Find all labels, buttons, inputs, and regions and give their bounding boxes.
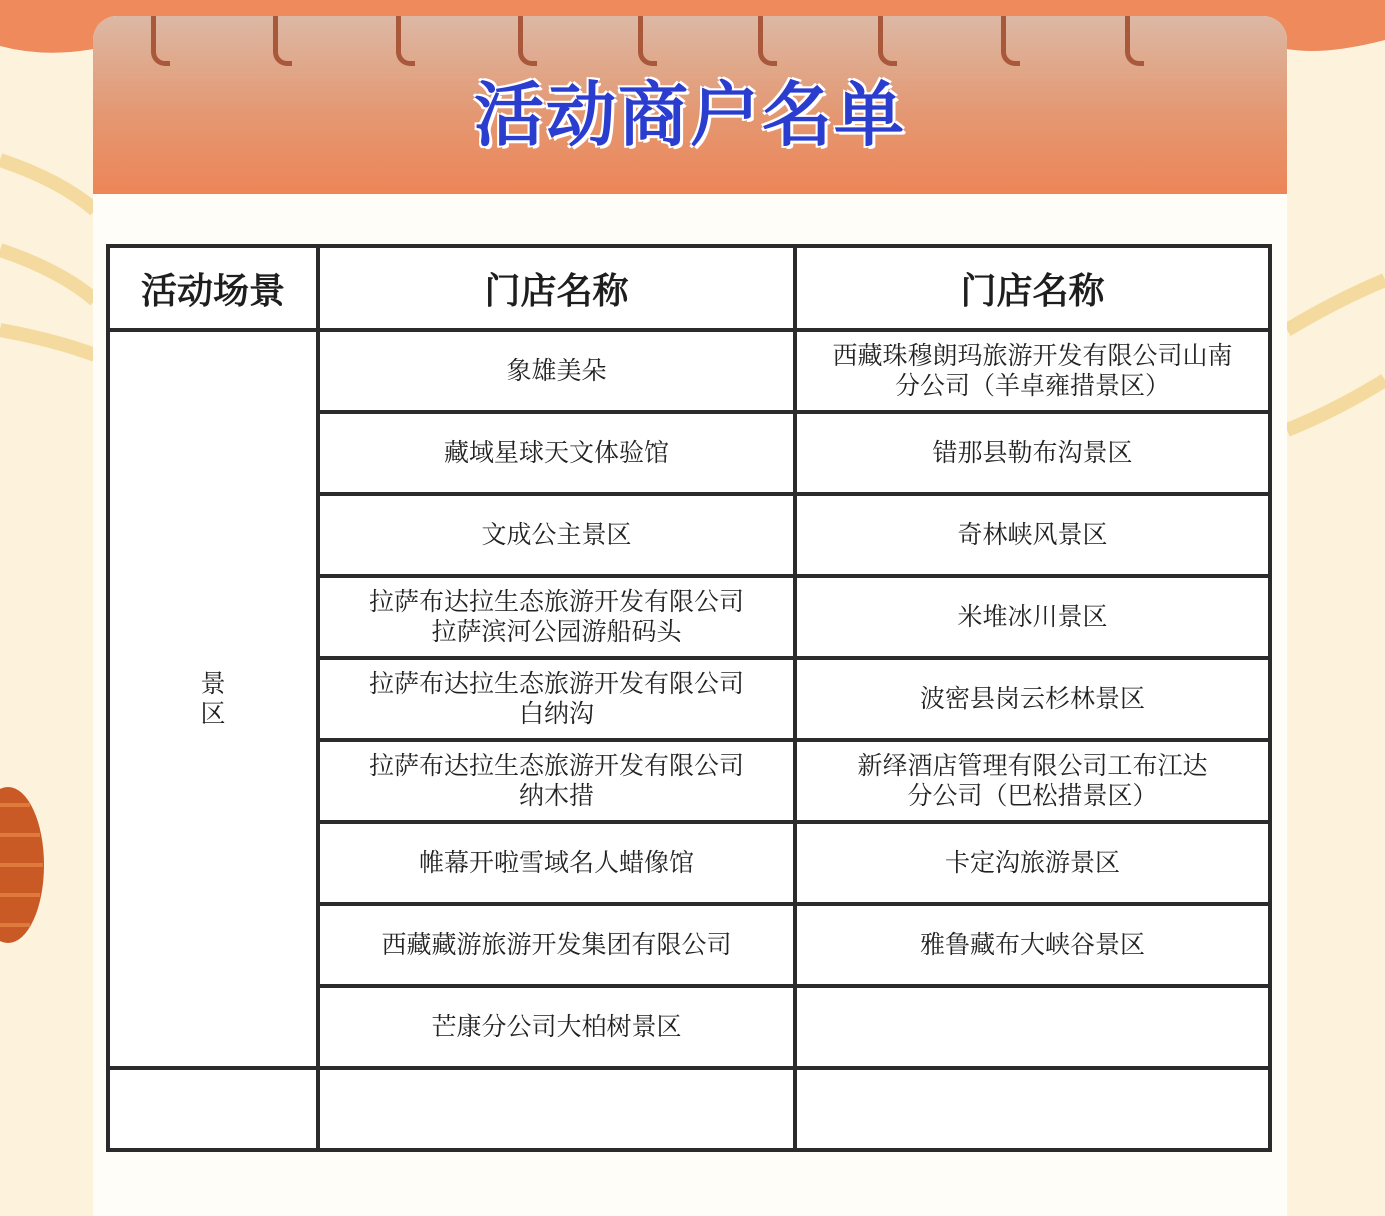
store-cell: 新绎酒店管理有限公司工布江达 分公司（巴松措景区） [795, 740, 1270, 822]
empty-cell [795, 1068, 1270, 1150]
table-header-row [108, 246, 1270, 330]
header-store-name-2: 门店名称 [795, 246, 1270, 330]
store-cell: 卡定沟旅游景区 [795, 822, 1270, 904]
table-row [108, 1068, 1270, 1150]
binder-ring [878, 16, 897, 66]
table-row [108, 330, 1270, 412]
store-cell: 西藏藏游旅游开发集团有限公司 [318, 904, 795, 986]
binder-ring [273, 16, 292, 66]
store-cell: 象雄美朵 [318, 330, 795, 412]
store-cell: 拉萨布达拉生态旅游开发有限公司 拉萨滨河公园游船码头 [318, 576, 795, 658]
binder-ring [758, 16, 777, 66]
store-cell: 文成公主景区 [318, 494, 795, 576]
store-cell: 芒康分公司大柏树景区 [318, 986, 795, 1068]
store-cell: 西藏珠穆朗玛旅游开发有限公司山南 分公司（羊卓雍措景区） [795, 330, 1270, 412]
store-cell: 帷幕开啦雪域名人蜡像馆 [318, 822, 795, 904]
page-title: 活动商户名单 [474, 74, 906, 156]
store-cell: 藏域星球天文体验馆 [318, 412, 795, 494]
header-banner [93, 16, 1287, 194]
store-cell: 波密县岗云杉林景区 [795, 658, 1270, 740]
store-cell: 错那县勒布沟景区 [795, 412, 1270, 494]
binder-ring [1125, 16, 1144, 66]
merchant-table [106, 244, 1272, 1152]
header-scene: 活动场景 [108, 246, 318, 330]
store-cell: 雅鲁藏布大峡谷景区 [795, 904, 1270, 986]
right-gold-brushstroke [1287, 270, 1385, 470]
store-cell: 奇林峡风景区 [795, 494, 1270, 576]
binder-ring [396, 16, 415, 66]
binder-ring [151, 16, 170, 66]
empty-cell [108, 1068, 318, 1150]
binder-ring [1001, 16, 1020, 66]
lantern-decoration [0, 785, 50, 945]
store-cell: 米堆冰川景区 [795, 576, 1270, 658]
header-store-name-1: 门店名称 [318, 246, 795, 330]
store-cell [795, 986, 1270, 1068]
store-cell: 拉萨布达拉生态旅游开发有限公司 白纳沟 [318, 658, 795, 740]
binder-ring [518, 16, 537, 66]
scene-cell-scenic-area: 景 区 [108, 330, 318, 1068]
binder-ring [638, 16, 657, 66]
left-gold-brushstroke [0, 140, 100, 520]
store-cell: 拉萨布达拉生态旅游开发有限公司 纳木措 [318, 740, 795, 822]
empty-cell [318, 1068, 795, 1150]
